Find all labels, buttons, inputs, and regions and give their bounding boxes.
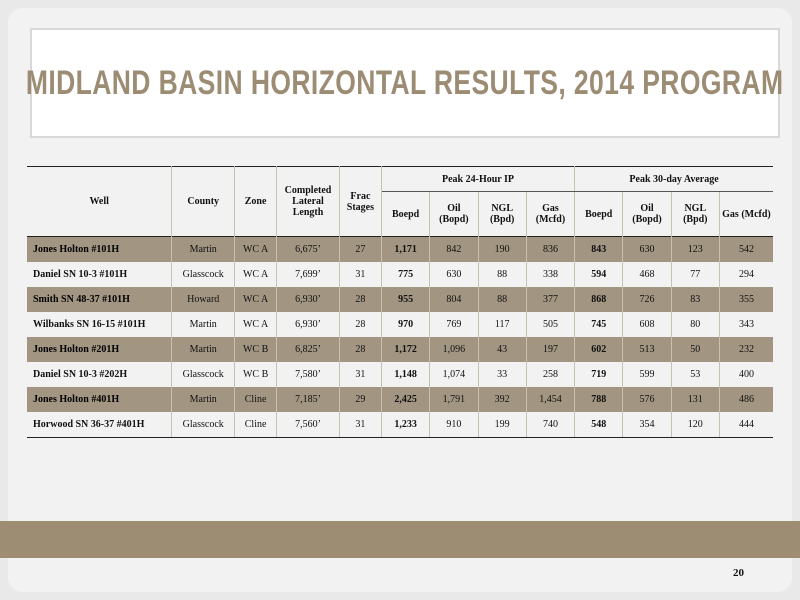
cell-ip-boepd: 1,233 [381, 412, 429, 438]
cell-frac: 28 [339, 312, 381, 337]
cell-lateral: 7,580’ [277, 362, 340, 387]
cell-ip-gas: 338 [526, 262, 574, 287]
cell-ip-oil: 1,074 [430, 362, 478, 387]
cell-ip-oil: 769 [430, 312, 478, 337]
cell-avg-boepd: 719 [575, 362, 623, 387]
cell-lateral: 6,930’ [277, 287, 340, 312]
cell-well: Jones Holton #101H [27, 237, 172, 263]
cell-avg-ngl: 50 [671, 337, 719, 362]
cell-ip-ngl: 33 [478, 362, 526, 387]
cell-avg-boepd: 745 [575, 312, 623, 337]
cell-ip-boepd: 955 [381, 287, 429, 312]
cell-lateral: 6,825’ [277, 337, 340, 362]
cell-ip-oil: 804 [430, 287, 478, 312]
table-row [27, 362, 773, 387]
cell-avg-ngl: 80 [671, 312, 719, 337]
cell-zone: WC A [235, 287, 277, 312]
cell-avg-gas: 542 [719, 237, 773, 263]
cell-ip-oil: 842 [430, 237, 478, 263]
cell-ip-ngl: 88 [478, 262, 526, 287]
cell-avg-oil: 608 [623, 312, 671, 337]
cell-avg-ngl: 77 [671, 262, 719, 287]
page-number: 20 [733, 567, 744, 579]
table-row [27, 287, 773, 312]
cell-well: Horwood SN 36-37 #401H [27, 412, 172, 438]
cell-frac: 31 [339, 262, 381, 287]
footer-band [0, 521, 800, 558]
cell-avg-boepd: 843 [575, 237, 623, 263]
cell-ip-ngl: 392 [478, 387, 526, 412]
header-row-1 [27, 167, 773, 192]
cell-frac: 29 [339, 387, 381, 412]
cell-county: Martin [172, 387, 235, 412]
cell-ip-ngl: 190 [478, 237, 526, 263]
cell-ip-gas: 197 [526, 337, 574, 362]
cell-ip-gas: 1,454 [526, 387, 574, 412]
cell-ip-oil: 630 [430, 262, 478, 287]
cell-avg-ngl: 120 [671, 412, 719, 438]
cell-county: Glasscock [172, 412, 235, 438]
header-lateral: Completed Lateral Length [277, 167, 340, 237]
cell-avg-gas: 355 [719, 287, 773, 312]
cell-well: Wilbanks SN 16-15 #101H [27, 312, 172, 337]
cell-ip-boepd: 970 [381, 312, 429, 337]
cell-county: Martin [172, 337, 235, 362]
cell-ip-boepd: 1,172 [381, 337, 429, 362]
header-ip-boepd: Boepd [381, 192, 429, 237]
cell-frac: 31 [339, 412, 381, 438]
header-peak-30: Peak 30-day Average [575, 167, 773, 192]
cell-avg-oil: 468 [623, 262, 671, 287]
table-row [27, 262, 773, 287]
title-box [26, 28, 784, 138]
cell-avg-oil: 513 [623, 337, 671, 362]
cell-county: Howard [172, 287, 235, 312]
header-ip-gas: Gas (Mcfd) [526, 192, 574, 237]
cell-county: Glasscock [172, 362, 235, 387]
results-table [27, 166, 773, 438]
cell-ip-oil: 1,096 [430, 337, 478, 362]
cell-avg-boepd: 548 [575, 412, 623, 438]
cell-avg-ngl: 83 [671, 287, 719, 312]
cell-county: Glasscock [172, 262, 235, 287]
cell-ip-boepd: 1,171 [381, 237, 429, 263]
cell-frac: 28 [339, 287, 381, 312]
header-avg-boepd: Boepd [575, 192, 623, 237]
cell-frac: 27 [339, 237, 381, 263]
cell-zone: WC B [235, 337, 277, 362]
cell-avg-ngl: 53 [671, 362, 719, 387]
cell-zone: WC A [235, 312, 277, 337]
cell-well: Daniel SN 10-3 #101H [27, 262, 172, 287]
cell-avg-oil: 630 [623, 237, 671, 263]
cell-lateral: 7,185’ [277, 387, 340, 412]
cell-zone: WC B [235, 362, 277, 387]
cell-zone: Cline [235, 412, 277, 438]
cell-ip-oil: 1,791 [430, 387, 478, 412]
cell-avg-oil: 726 [623, 287, 671, 312]
cell-frac: 28 [339, 337, 381, 362]
cell-avg-gas: 294 [738, 269, 754, 280]
slide-title: MIDLAND BASIN HORIZONTAL RESULTS, 2014 PROGRAM [26, 63, 784, 102]
cell-lateral: 6,930’ [277, 312, 340, 337]
cell-zone: WC A [235, 262, 277, 287]
cell-avg-gas: 232 [719, 337, 773, 362]
cell-avg-gas: 343 [738, 319, 754, 330]
header-county: County [172, 167, 235, 237]
header-well: Well [27, 167, 172, 237]
cell-ip-boepd: 775 [381, 262, 429, 287]
cell-well: Smith SN 48-37 #101H [27, 287, 172, 312]
cell-avg-boepd: 788 [575, 387, 623, 412]
table-row [27, 412, 773, 438]
cell-ip-gas: 377 [526, 287, 574, 312]
cell-avg-boepd: 868 [575, 287, 623, 312]
cell-ip-oil: 910 [430, 412, 478, 438]
cell-zone: Cline [235, 387, 277, 412]
cell-ip-gas: 740 [526, 412, 574, 438]
cell-avg-boepd: 594 [575, 262, 623, 287]
header-peak-24: Peak 24-Hour IP [381, 167, 574, 192]
header-avg-oil: Oil (Bopd) [623, 192, 671, 237]
table-row [27, 237, 773, 263]
cell-lateral: 6,675’ [277, 237, 340, 263]
header-avg-gas: Gas (Mcfd) [722, 208, 771, 220]
cell-ip-ngl: 117 [478, 312, 526, 337]
cell-avg-ngl: 131 [671, 387, 719, 412]
cell-avg-gas: 400 [738, 369, 754, 380]
cell-ip-ngl: 43 [478, 337, 526, 362]
cell-ip-boepd: 2,425 [381, 387, 429, 412]
cell-ip-gas: 258 [526, 362, 574, 387]
cell-ip-gas: 505 [526, 312, 574, 337]
cell-county: Martin [172, 237, 235, 263]
table-row [27, 387, 773, 412]
cell-lateral: 7,699’ [277, 262, 340, 287]
cell-ip-boepd: 1,148 [381, 362, 429, 387]
cell-avg-gas: 444 [719, 412, 773, 438]
cell-zone: WC A [235, 237, 277, 263]
cell-ip-ngl: 88 [478, 287, 526, 312]
header-ip-ngl: NGL (Bpd) [478, 192, 526, 237]
cell-frac: 31 [339, 362, 381, 387]
cell-avg-oil: 599 [623, 362, 671, 387]
table-body [27, 237, 773, 438]
table-row [27, 312, 773, 337]
cell-ip-gas: 836 [526, 237, 574, 263]
header-zone: Zone [235, 167, 277, 237]
header-avg-ngl: NGL (Bpd) [671, 192, 719, 237]
cell-avg-oil: 354 [623, 412, 671, 438]
cell-well: Daniel SN 10-3 #202H [27, 362, 172, 387]
cell-well: Jones Holton #201H [27, 337, 172, 362]
cell-avg-gas: 486 [719, 387, 773, 412]
cell-avg-oil: 576 [623, 387, 671, 412]
cell-lateral: 7,560’ [277, 412, 340, 438]
cell-well: Jones Holton #401H [27, 387, 172, 412]
cell-avg-boepd: 602 [575, 337, 623, 362]
table-row [27, 337, 773, 362]
header-ip-oil: Oil (Bopd) [430, 192, 478, 237]
cell-county: Martin [172, 312, 235, 337]
cell-ip-ngl: 199 [478, 412, 526, 438]
cell-avg-ngl: 123 [671, 237, 719, 263]
header-frac: Frac Stages [339, 167, 381, 237]
